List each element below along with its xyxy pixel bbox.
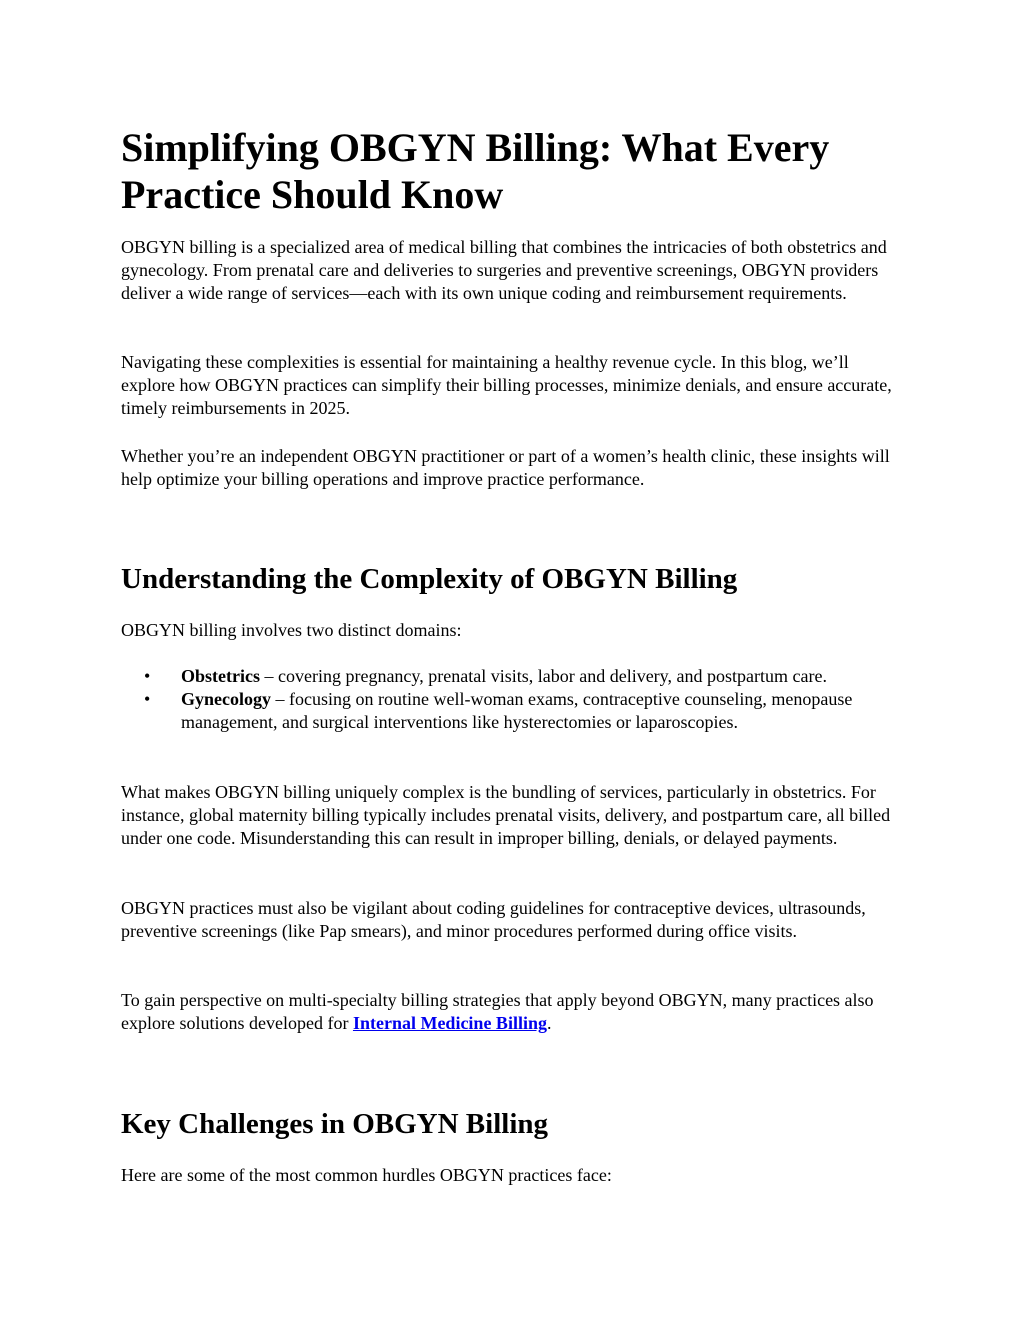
intro-paragraph-3: Whether you’re an independent OBGYN practitioner or part of a women’s health clinic, these insights will help optimize your billing operations and improve practice performance.: [121, 446, 890, 489]
bullet-icon: •: [144, 689, 151, 709]
domains-list: [121, 665, 906, 734]
list-item-text: – focusing on routine well-woman exams, contraceptive counseling, menopause management, and surgical interventions like hysterectomies or laparoscopies.: [181, 689, 853, 732]
bullet-icon: •: [144, 666, 151, 686]
section-lead-challenges: Here are some of the most common hurdles OBGYN practices face:: [121, 1165, 612, 1185]
section-lead-complexity: OBGYN billing involves two distinct domains:: [121, 620, 462, 640]
intro-paragraph-2: Navigating these complexities is essential for maintaining a healthy revenue cycle. In this blog, we’ll explore how OBGYN practices can simplify their billing processes, minimize denials, and ensure accurate, timely reimbursements in 2025.: [121, 352, 892, 418]
paragraph-text: To gain perspective on multi-specialty billing strategies that apply beyond OBGYN, many practices also explore solutions developed for: [121, 990, 874, 1033]
intro-paragraph-1: OBGYN billing is a specialized area of medical billing that combines the intricacies of both obstetrics and gynecology. From prenatal care and deliveries to surgeries and preventive screenings, OBGYN providers deliver a wide range of services—each with its own unique coding and reimbursement requirements.: [121, 237, 887, 303]
section-heading-challenges: Key Challenges in OBGYN Billing: [121, 1108, 548, 1140]
complexity-paragraph-3: [121, 989, 906, 1035]
page-title: Simplifying OBGYN Billing: What Every Practice Should Know: [121, 125, 830, 217]
list-item: [121, 688, 906, 734]
section-heading-complexity: Understanding the Complexity of OBGYN Billing: [121, 563, 738, 595]
list-item-text: – covering pregnancy, prenatal visits, labor and delivery, and postpartum care.: [259, 666, 827, 686]
complexity-paragraph-2: OBGYN practices must also be vigilant about coding guidelines for contraceptive devices, ultrasounds, preventive screenings (like Pap smears), and minor procedures performed during office visits.: [121, 898, 866, 941]
list-item-term: Gynecology: [181, 689, 271, 709]
list-item: [121, 665, 906, 688]
internal-medicine-billing-link[interactable]: Internal Medicine Billing: [352, 1013, 547, 1033]
list-item-term: Obstetrics: [181, 666, 260, 686]
paragraph-text: .: [546, 1013, 552, 1033]
complexity-paragraph-1: What makes OBGYN billing uniquely complex is the bundling of services, particularly in obstetrics. For instance, global maternity billing typically includes prenatal visits, delivery, and postpartum care, all billed under one code. Misunderstanding this can result in improper billing, denials, or delayed payments.: [121, 782, 891, 848]
